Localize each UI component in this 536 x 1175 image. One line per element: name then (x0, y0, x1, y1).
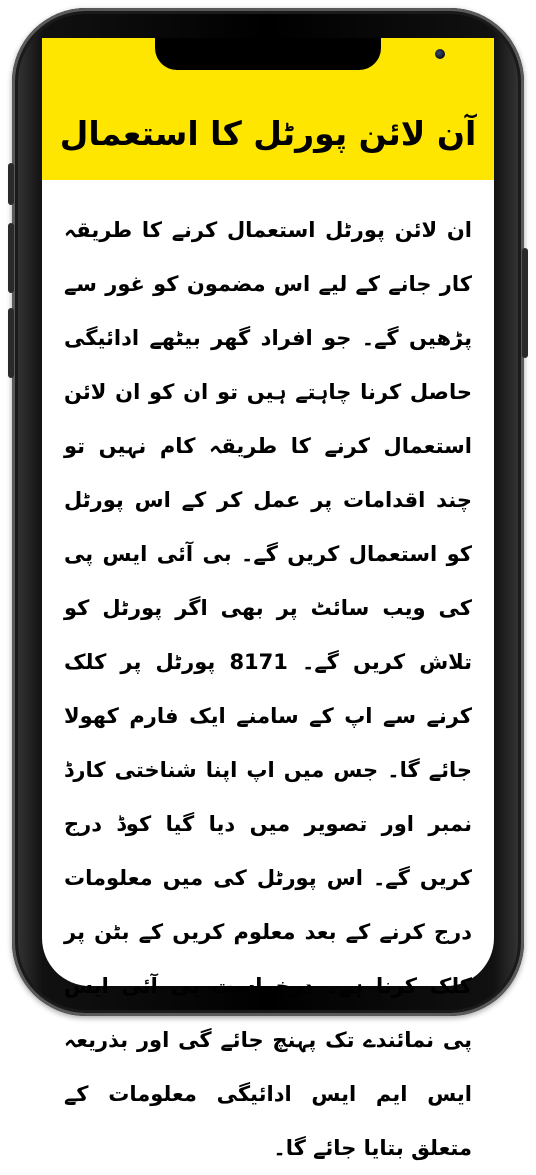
volume-down-button (8, 223, 14, 293)
mute-switch (8, 308, 14, 378)
article-body (64, 203, 472, 1175)
power-button (522, 248, 528, 358)
page-title: آن لائن پورٹل کا استعمال (59, 114, 477, 153)
phone-screen (42, 38, 494, 1160)
phone-notch (155, 38, 381, 70)
camera-icon (435, 49, 445, 59)
volume-up-button (8, 163, 14, 205)
article-paragraph: ان لائن پورٹل استعمال کرنے کا طریقہ کار جانے کے لیے اس مضمون کو غور سے پڑھیں گے۔ جو افراد گھر بیٹھے ادائیگی حاصل کرنا چاہتے ہیں تو ان کو ان لائن استعمال کرنے کا طریقہ کام نہیں تو چند اقدامات پر عمل کر کے اس پورٹل کو استعمال کریں گے۔ بی آئی ایس پی کی ویب سائٹ پر بھی اگر پورٹل کو تلاش کریں گے۔ 8171 پورٹل پر کلک کرنے سے اپ کے سامنے ایک فارم کھولا جائے گا۔ جس میں اپ اپنا شناختی کارڈ نمبر اور تصویر میں دیا گیا کوڈ درج کریں گے۔ اس پورٹل کی میں معلومات درج کرنے کے بعد معلوم کریں کے بٹن پر کلک کرنا ہے۔ درخواست بی آئی ایس پی نمائندے تک پہنچ جائے گی اور بذریعہ ایس ایم ایس ادائیگی معلومات کے متعلق بتایا جائے گا۔ (64, 218, 472, 1160)
phone-frame (12, 8, 524, 1160)
